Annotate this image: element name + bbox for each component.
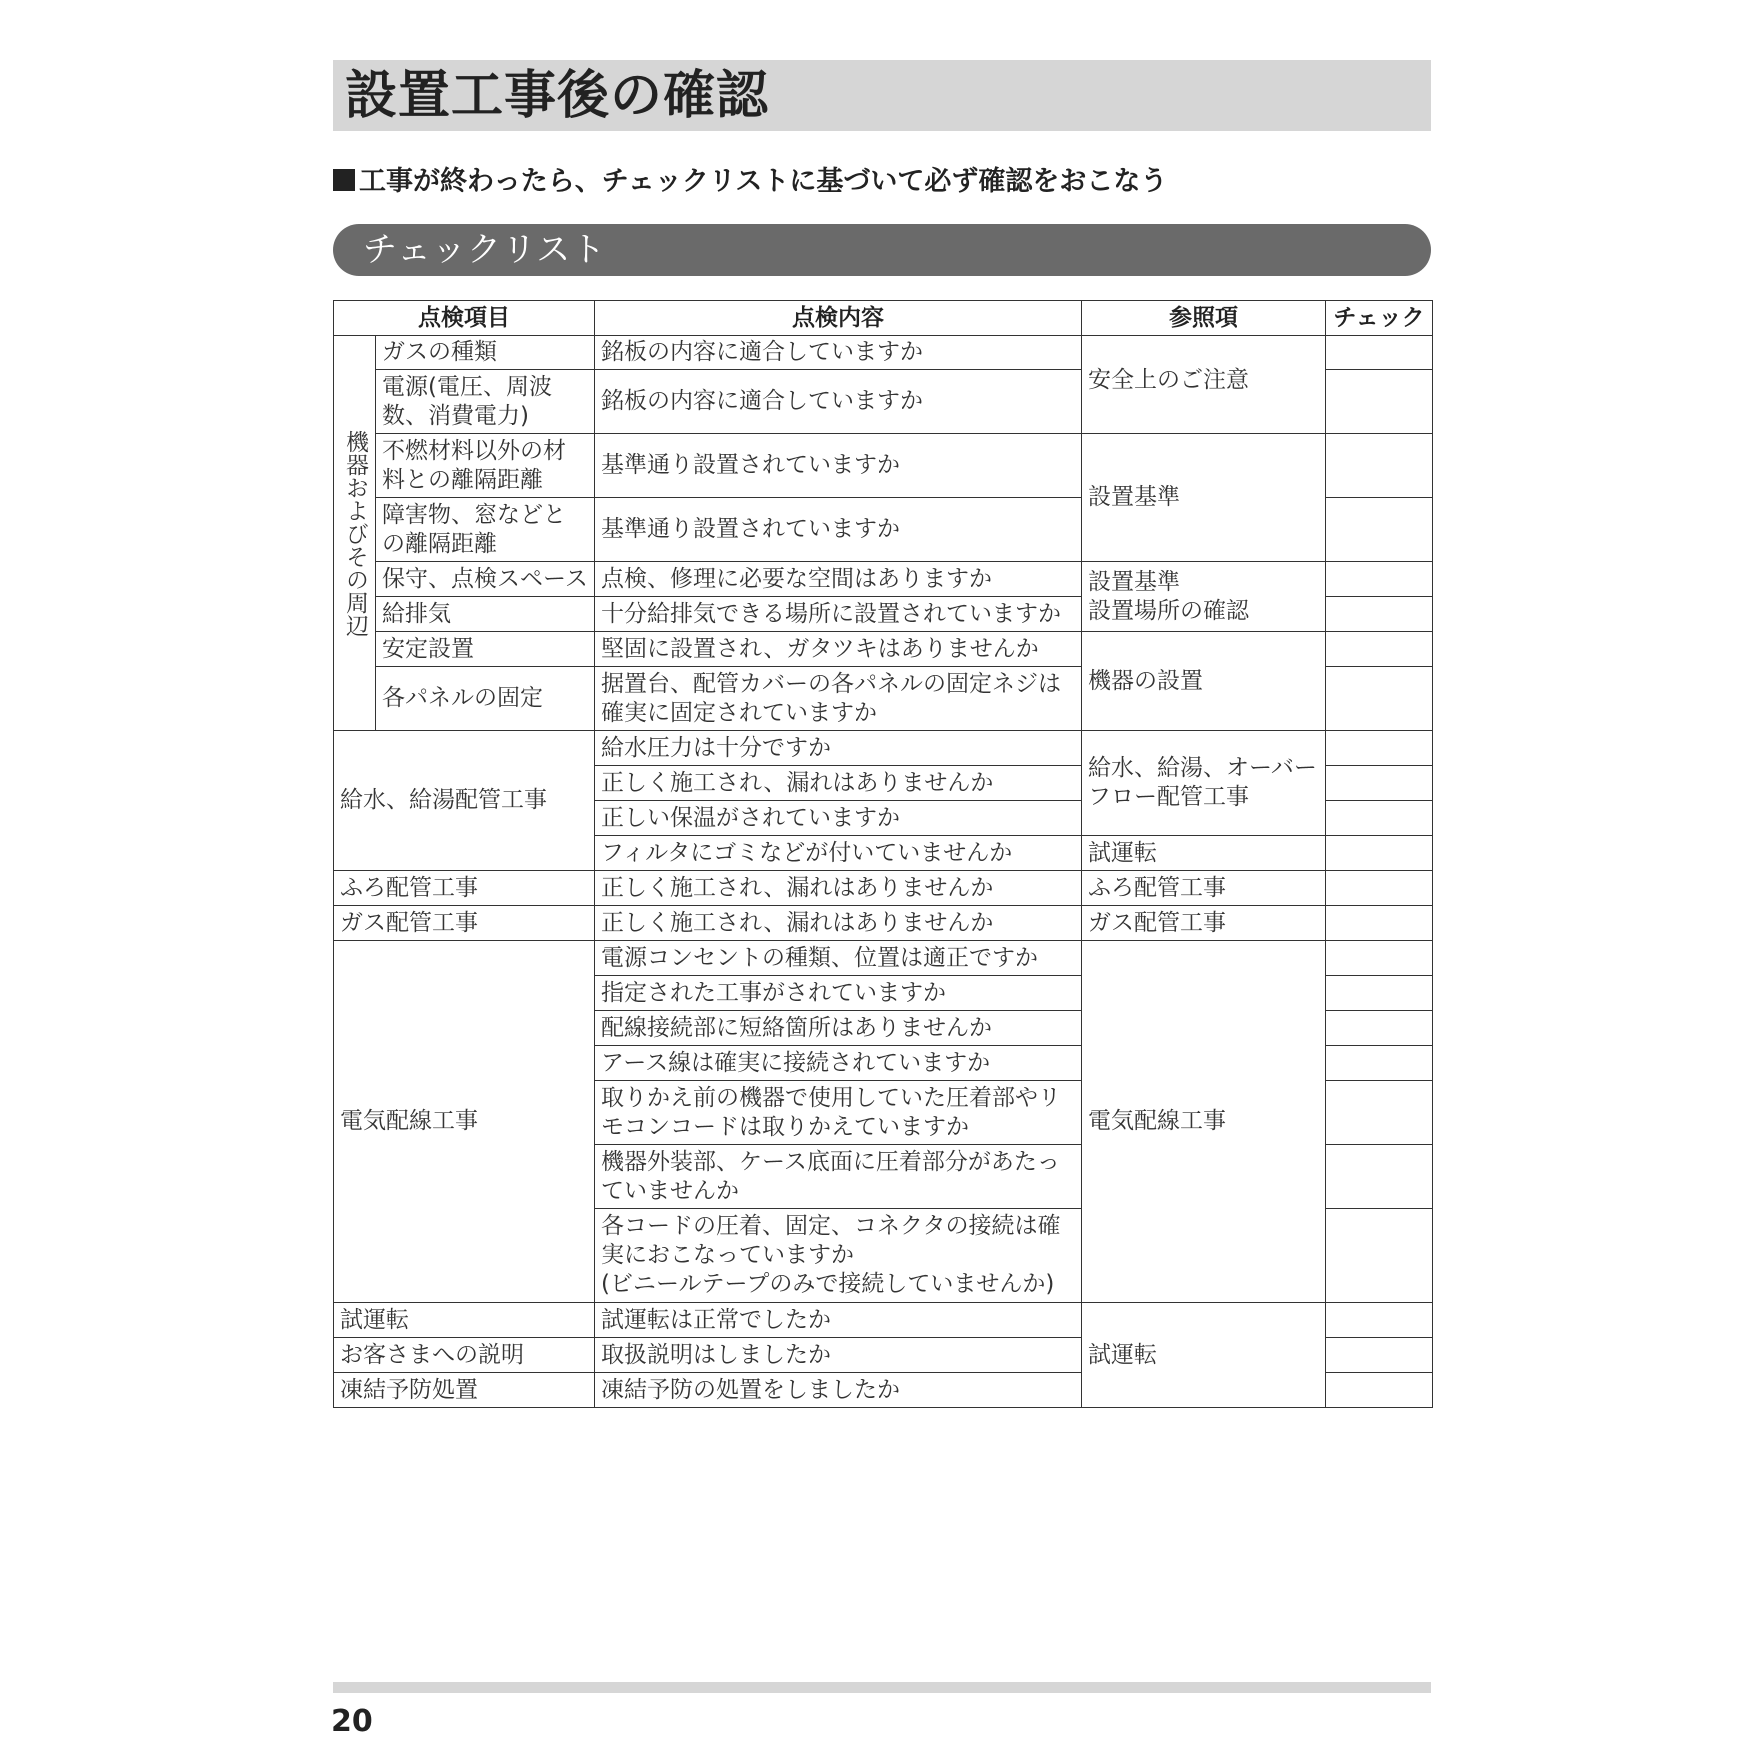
header-check: チェック [1326, 301, 1433, 336]
content-cell: 正しく施工され、漏れはありませんか [595, 906, 1082, 941]
reference-cell: ガス配管工事 [1082, 906, 1326, 941]
check-box[interactable] [1326, 1145, 1433, 1209]
table-row [334, 336, 1433, 370]
header-item: 点検項目 [334, 301, 595, 336]
table-row [334, 562, 1433, 597]
item-cell: ふろ配管工事 [334, 871, 595, 906]
table-row [334, 632, 1433, 667]
item-cell: 電源(電圧、周波数、消費電力) [376, 370, 595, 434]
content-cell: 機器外装部、ケース底面に圧着部分があたっていませんか [595, 1145, 1082, 1209]
table-row [334, 941, 1433, 976]
check-box[interactable] [1326, 836, 1433, 871]
content-cell: 試運転は正常でしたか [595, 1303, 1082, 1338]
content-cell: 正しく施工され、漏れはありませんか [595, 871, 1082, 906]
content-cell: 堅固に設置され、ガタツキはありませんか [595, 632, 1082, 667]
instruction-text: 工事が終わったら、チェックリストに基づいて必ず確認をおこなう [359, 166, 1168, 197]
content-cell: 指定された工事がされていますか [595, 976, 1082, 1011]
reference-cell: 電気配線工事 [1082, 941, 1326, 1303]
bullet-square-icon [333, 169, 355, 191]
check-box[interactable] [1326, 336, 1433, 370]
item-cell: 凍結予防処置 [334, 1373, 595, 1408]
item-cell: 試運転 [334, 1303, 595, 1338]
table-row [334, 1303, 1433, 1338]
header-content: 点検内容 [595, 301, 1082, 336]
item-cell: 給排気 [376, 597, 595, 632]
item-cell: お客さまへの説明 [334, 1338, 595, 1373]
section-pill [333, 224, 1431, 276]
item-cell: ガス配管工事 [334, 906, 595, 941]
content-cell: 取りかえ前の機器で使用していた圧着部やリモコンコードは取りかえていますか [595, 1081, 1082, 1145]
table-row [334, 434, 1433, 498]
check-box[interactable] [1326, 1011, 1433, 1046]
item-cell: 安定設置 [376, 632, 595, 667]
check-box[interactable] [1326, 632, 1433, 667]
content-cell: 基準通り設置されていますか [595, 434, 1082, 498]
reference-cell: 安全上のご注意 [1082, 336, 1326, 434]
content-cell: 正しく施工され、漏れはありませんか [595, 766, 1082, 801]
check-box[interactable] [1326, 1303, 1433, 1338]
table-row [334, 871, 1433, 906]
title-bar [333, 60, 1431, 131]
content-cell: フィルタにゴミなどが付いていませんか [595, 836, 1082, 871]
header-reference: 参照項 [1082, 301, 1326, 336]
reference-cell: 設置基準 [1082, 434, 1326, 562]
reference-line: 設置場所の確認 [1088, 597, 1249, 624]
check-box[interactable] [1326, 941, 1433, 976]
group-equipment-label: 機器およびその周辺 [334, 336, 376, 731]
page-number: 20 [331, 1704, 373, 1739]
check-box[interactable] [1326, 1081, 1433, 1145]
check-box[interactable] [1326, 801, 1433, 836]
page-title: 設置工事後の確認 [345, 66, 770, 126]
reference-cell: ふろ配管工事 [1082, 871, 1326, 906]
check-box[interactable] [1326, 906, 1433, 941]
section-label: チェックリスト [363, 230, 607, 270]
item-cell: ガスの種類 [376, 336, 595, 370]
reference-cell: 試運転 [1082, 1303, 1326, 1408]
table-row [334, 731, 1433, 766]
content-cell [595, 1209, 1082, 1303]
content-cell: 基準通り設置されていますか [595, 498, 1082, 562]
item-cell: 保守、点検スペース [376, 562, 595, 597]
check-box[interactable] [1326, 1373, 1433, 1408]
reference-cell: 試運転 [1082, 836, 1326, 871]
content-cell: 点検、修理に必要な空間はありますか [595, 562, 1082, 597]
content-cell: 正しい保温がされていますか [595, 801, 1082, 836]
content-cell: 凍結予防の処置をしましたか [595, 1373, 1082, 1408]
item-cell: 電気配線工事 [334, 941, 595, 1303]
check-box[interactable] [1326, 731, 1433, 766]
check-box[interactable] [1326, 766, 1433, 801]
footer-bar [333, 1682, 1431, 1693]
content-cell: アース線は確実に接続されていますか [595, 1046, 1082, 1081]
reference-cell [1082, 562, 1326, 632]
item-cell: 給水、給湯配管工事 [334, 731, 595, 871]
table-header-row [334, 301, 1433, 336]
check-box[interactable] [1326, 1046, 1433, 1081]
content-cell: 銘板の内容に適合していますか [595, 336, 1082, 370]
check-box[interactable] [1326, 871, 1433, 906]
reference-cell: 機器の設置 [1082, 632, 1326, 731]
check-box[interactable] [1326, 370, 1433, 434]
content-note: (ビニールテープのみで接続していませんか) [601, 1271, 1055, 1297]
check-box[interactable] [1326, 434, 1433, 498]
check-box[interactable] [1326, 976, 1433, 1011]
table-row [334, 906, 1433, 941]
item-cell: 各パネルの固定 [376, 667, 595, 731]
content-cell: 給水圧力は十分ですか [595, 731, 1082, 766]
check-box[interactable] [1326, 498, 1433, 562]
instruction-heading [333, 164, 1167, 200]
content-cell: 十分給排気できる場所に設置されていますか [595, 597, 1082, 632]
check-box[interactable] [1326, 1209, 1433, 1303]
check-box[interactable] [1326, 1338, 1433, 1373]
check-box[interactable] [1326, 597, 1433, 632]
content-cell: 取扱説明はしましたか [595, 1338, 1082, 1373]
checklist-table [333, 300, 1433, 1408]
content-text: 各コードの圧着、固定、コネクタの接続は確実におこなっていますか [601, 1213, 1061, 1268]
content-cell: 電源コンセントの種類、位置は適正ですか [595, 941, 1082, 976]
item-cell: 障害物、窓などとの離隔距離 [376, 498, 595, 562]
content-cell: 銘板の内容に適合していますか [595, 370, 1082, 434]
item-cell: 不燃材料以外の材料との離隔距離 [376, 434, 595, 498]
content-cell: 配線接続部に短絡箇所はありませんか [595, 1011, 1082, 1046]
check-box[interactable] [1326, 562, 1433, 597]
reference-line: 設置基準 [1088, 568, 1180, 595]
content-cell: 据置台、配管カバーの各パネルの固定ネジは確実に固定されていますか [595, 667, 1082, 731]
check-box[interactable] [1326, 667, 1433, 731]
reference-cell: 給水、給湯、オーバーフロー配管工事 [1082, 731, 1326, 836]
